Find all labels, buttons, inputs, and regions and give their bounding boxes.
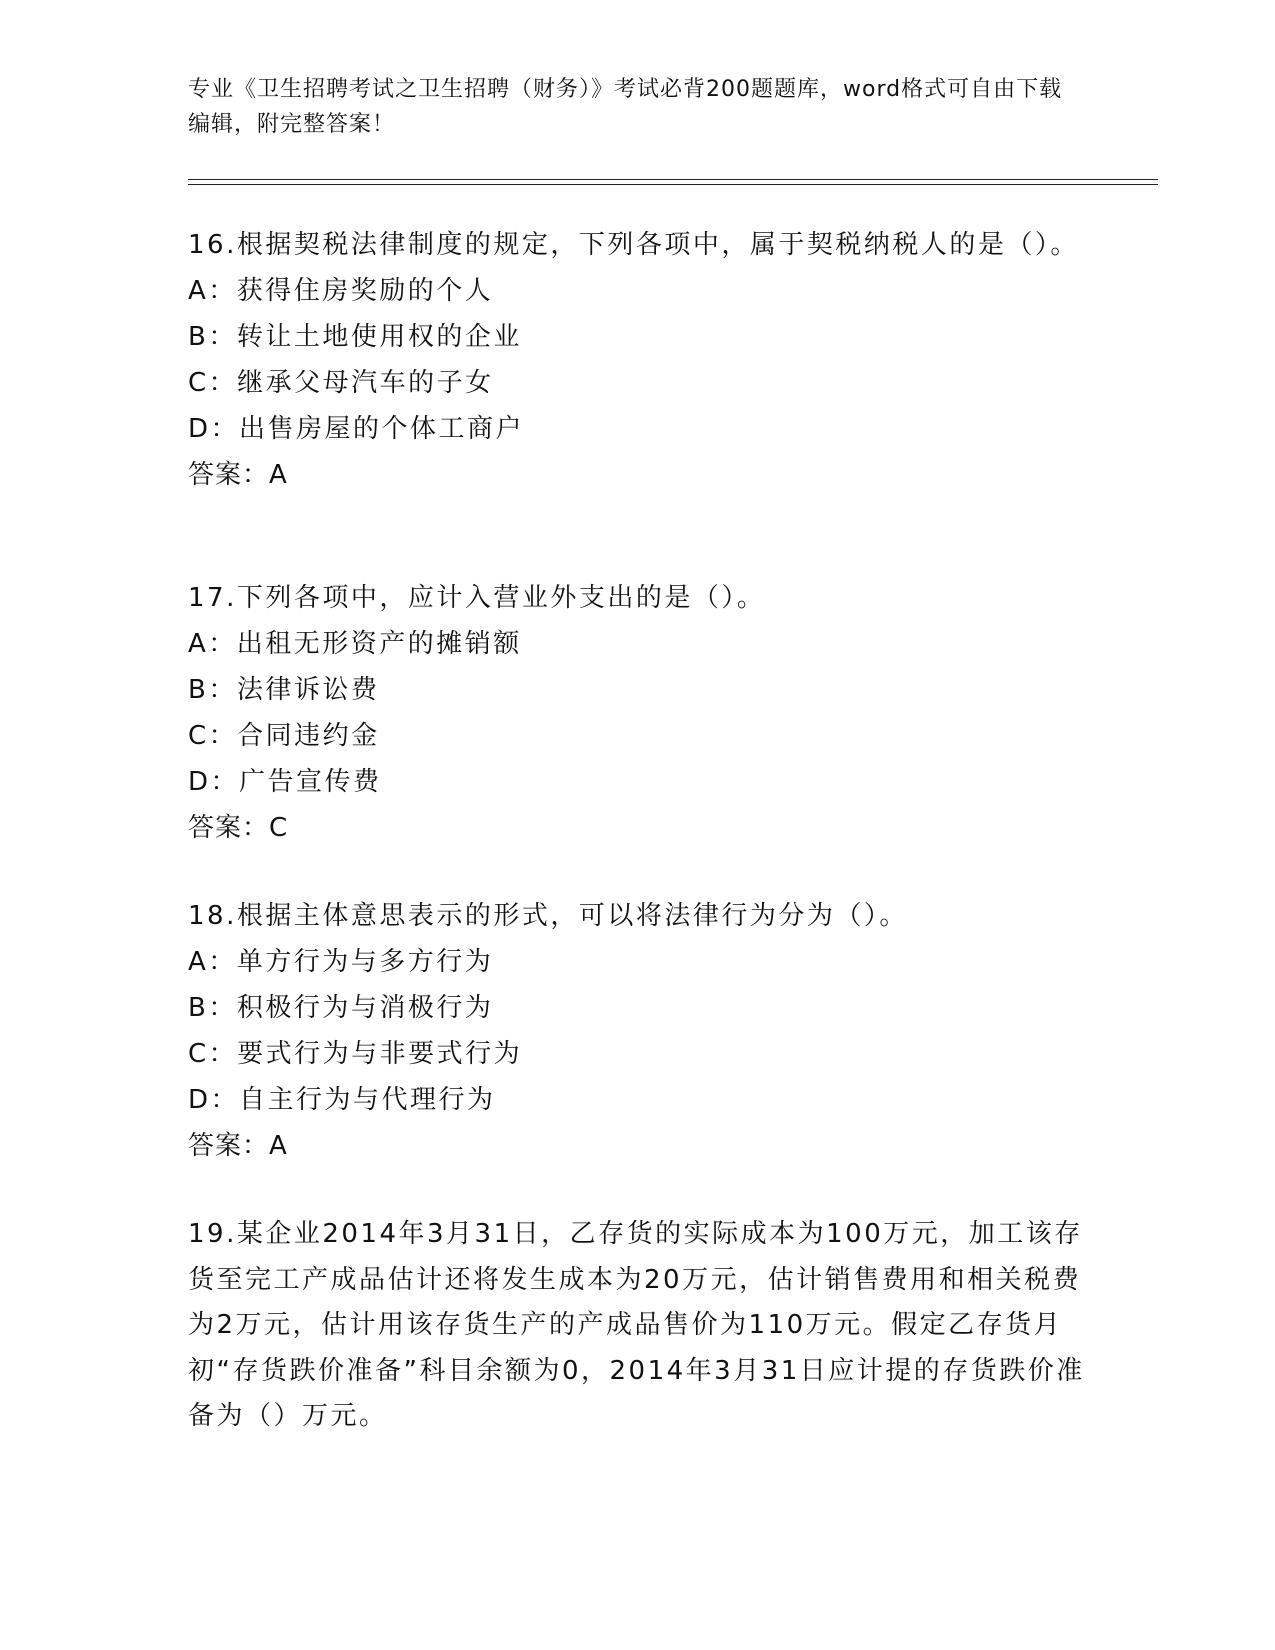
option-a: A：出租无形资产的摊销额 bbox=[188, 629, 522, 659]
answer: 答案：A bbox=[188, 1131, 288, 1161]
header-divider-bottom bbox=[188, 184, 1158, 185]
option-b: B：法律诉讼费 bbox=[188, 675, 380, 705]
document-header: 专业《卫生招聘考试之卫生招聘（财务）》考试必背200题题库，word格式可自由下载编辑，附完整答案！ bbox=[188, 77, 1063, 137]
question-stem: 18.根据主体意思表示的形式，可以将法律行为分为（）。 bbox=[188, 901, 908, 931]
option-d: D：出售房屋的个体工商户 bbox=[188, 414, 525, 444]
question-stem: 16.根据契税法律制度的规定，下列各项中，属于契税纳税人的是（）。 bbox=[188, 230, 1079, 260]
header-divider-top bbox=[188, 179, 1158, 180]
option-d: D：自主行为与代理行为 bbox=[188, 1085, 496, 1115]
option-b: B：转让土地使用权的企业 bbox=[188, 322, 522, 352]
option-a: A：单方行为与多方行为 bbox=[188, 947, 494, 977]
option-c: C：要式行为与非要式行为 bbox=[188, 1039, 523, 1069]
option-c: C：继承父母汽车的子女 bbox=[188, 368, 494, 398]
question-18 bbox=[188, 893, 1088, 1169]
question-16 bbox=[188, 222, 1088, 498]
option-d: D：广告宣传费 bbox=[188, 767, 382, 797]
option-b: B：积极行为与消极行为 bbox=[188, 993, 494, 1023]
answer: 答案：A bbox=[188, 460, 288, 490]
answer: 答案：C bbox=[188, 813, 289, 843]
question-17 bbox=[188, 575, 1088, 851]
question-stem: 17.下列各项中，应计入营业外支出的是（）。 bbox=[188, 583, 766, 613]
question-stem: 19.某企业2014年3月31日，乙存货的实际成本为100万元，加工该存货至完工产成品估计还将发生成本为20万元，估计销售费用和相关税费为2万元，估计用该存货生产的产成品售价为110万元。假定乙存货月初“存货跌价准备”科目余额为0，2014年3月31日应计提的存货跌价准备为（）万元。 bbox=[188, 1219, 1085, 1431]
option-c: C：合同违约金 bbox=[188, 721, 380, 751]
option-a: A：获得住房奖励的个人 bbox=[188, 276, 494, 306]
question-19 bbox=[188, 1212, 1088, 1440]
